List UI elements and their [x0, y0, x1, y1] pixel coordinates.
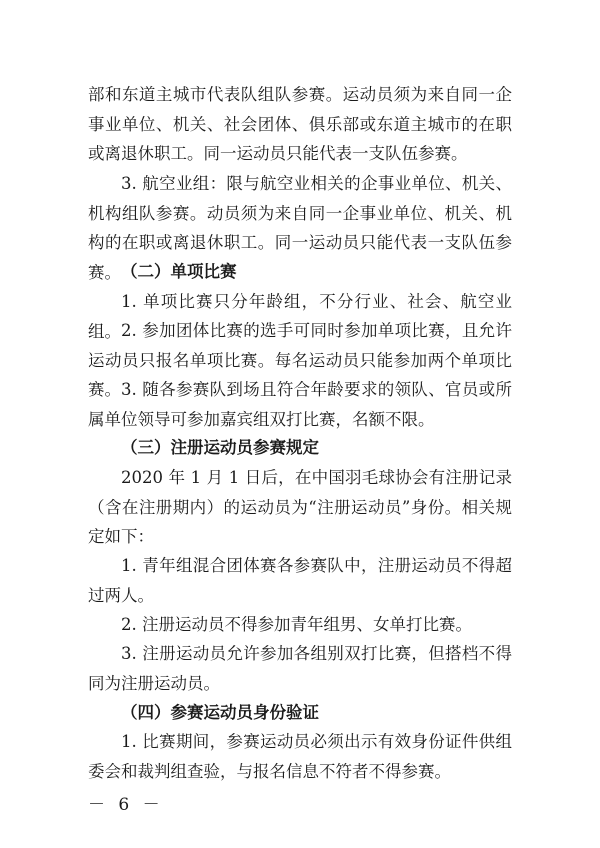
- paragraph-registered-rule-3: 3. 注册运动员允许参加各组别双打比赛，但搭档不得同为注册运动员。: [88, 644, 512, 693]
- paragraph-individual-rule-3: 3. 随各参赛队到场且符合年龄要求的领队、官员或所属单位领导可参加嘉宾组双打比赛，名额不限。: [88, 380, 512, 429]
- paragraph-individual-rule-2: 2. 参加团体比赛的选手可同时参加单项比赛，且允许运动员只报名单项比赛。每名运动员只能参加两个单项比赛。: [88, 321, 512, 399]
- paragraph-individual-rule-1: 1. 单项比赛只分年龄组，不分行业、社会、航空业组。: [88, 292, 512, 341]
- page-number: － 6 －: [88, 795, 164, 815]
- paragraph-registered-rule-2: 2. 注册运动员不得参加青年组男、女单打比赛。: [121, 615, 472, 634]
- heading-registered-athletes: （三）注册运动员参赛规定: [121, 438, 319, 457]
- heading-individual-events: （二）单项比赛: [121, 262, 237, 281]
- paragraph-verification-rule-1: 1. 比赛期间，参赛运动员必须出示有效身份证件供组委会和裁判组查验，与报名信息不符者不得参赛。: [88, 732, 512, 781]
- paragraph-continued: 部和东道主城市代表队组队参赛。运动员须为来自同一企事业单位、机关、社会团体、俱乐部或东道主城市的在职或离退休职工。同一运动员只能代表一支队伍参赛。: [88, 85, 512, 163]
- paragraph-registered-definition: 2020 年 1 月 1 日后，在中国羽毛球协会有注册记录（含在注册期内）的运动员为“注册运动员”身份。相关规定如下：: [88, 468, 512, 546]
- paragraph-aviation-group: 3. 航空业组：限与航空业相关的企事业单位、机关、机构组队参赛。动员须为来自同一企事业单位、机关、机构的在职或离退休职工。同一运动员只能代表一支队伍参赛。: [88, 174, 512, 282]
- paragraph-registered-rule-1: 1. 青年组混合团体赛各参赛队中，注册运动员不得超过两人。: [88, 556, 512, 605]
- heading-identity-verification: （四）参赛运动员身份验证: [121, 703, 319, 722]
